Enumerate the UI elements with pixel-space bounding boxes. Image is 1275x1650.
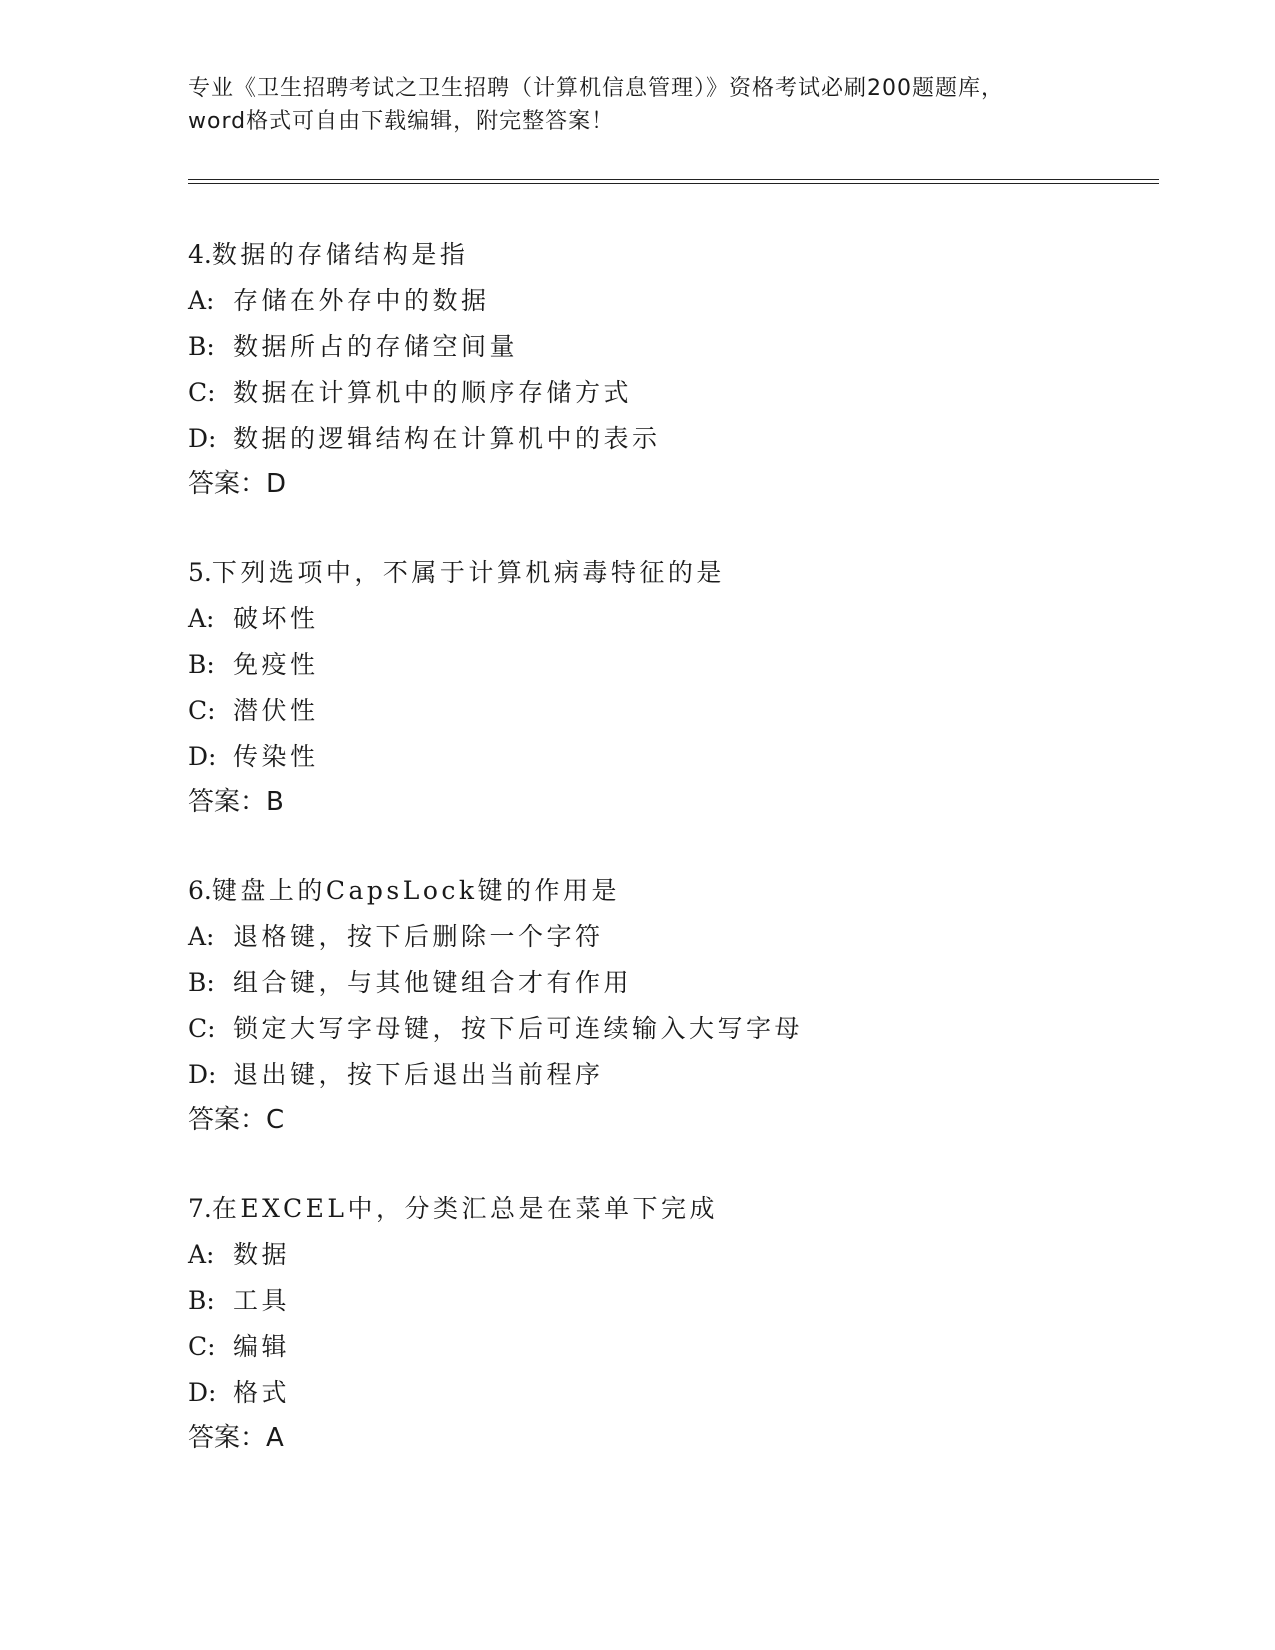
option-text: 编辑 [233, 1332, 291, 1361]
option-c [188, 1006, 1138, 1052]
option-d [188, 416, 1138, 462]
option-b [188, 960, 1138, 1006]
answer-line: 答案：A [188, 1423, 284, 1453]
option-letter: B: [188, 968, 215, 997]
option-text: 锁定大写字母键，按下后可连续输入大写字母 [233, 1014, 804, 1043]
option-text: 退出键，按下后退出当前程序 [233, 1060, 604, 1089]
question-text: 下列选项中，不属于计算机病毒特征的是 [211, 558, 725, 587]
option-letter: D: [188, 1060, 217, 1089]
question-stem [188, 232, 1138, 278]
option-b [188, 642, 1138, 688]
option-text: 破坏性 [233, 604, 319, 633]
question-text: 数据的存储结构是指 [211, 240, 469, 269]
answer-line: 答案：C [188, 1105, 285, 1135]
option-letter: A: [188, 922, 215, 951]
question-number: 4. [188, 240, 212, 269]
option-text: 退格键，按下后删除一个字符 [233, 922, 604, 951]
question-number: 6. [188, 876, 212, 905]
question-number: 5. [188, 558, 212, 587]
answer-line: 答案：B [188, 787, 284, 817]
option-text: 数据在计算机中的顺序存储方式 [233, 378, 633, 407]
option-text: 组合键，与其他键组合才有作用 [233, 968, 633, 997]
option-d [188, 1370, 1138, 1416]
option-a [188, 1232, 1138, 1278]
question-stem [188, 550, 1138, 596]
question-text: 键盘上的CapsLock键的作用是 [211, 876, 621, 905]
header-title-line-1: 专业《卫生招聘考试之卫生招聘（计算机信息管理）》资格考试必刷200题题库， [188, 76, 1004, 101]
header-divider [188, 179, 1159, 184]
question-6 [188, 868, 1138, 1142]
option-d [188, 734, 1138, 780]
option-text: 传染性 [233, 742, 319, 771]
option-text: 免疫性 [233, 650, 319, 679]
option-b [188, 324, 1138, 370]
question-stem [188, 868, 1138, 914]
document-header [188, 72, 1088, 138]
question-4 [188, 232, 1138, 506]
option-c [188, 370, 1138, 416]
question-text: 在EXCEL中，分类汇总是在菜单下完成 [211, 1194, 718, 1223]
header-title-line-2: word格式可自由下载编辑，附完整答案！ [188, 109, 615, 134]
option-text: 存储在外存中的数据 [233, 286, 490, 315]
option-letter: D: [188, 424, 217, 453]
option-text: 工具 [233, 1286, 291, 1315]
option-a [188, 914, 1138, 960]
option-letter: B: [188, 650, 215, 679]
question-number: 7. [188, 1194, 212, 1223]
option-letter: A: [188, 286, 215, 315]
option-a [188, 596, 1138, 642]
option-c [188, 1324, 1138, 1370]
option-letter: C: [188, 1014, 216, 1043]
option-b [188, 1278, 1138, 1324]
option-letter: A: [188, 604, 215, 633]
option-text: 数据所占的存储空间量 [233, 332, 519, 361]
option-letter: D: [188, 742, 217, 771]
answer-line: 答案：D [188, 469, 287, 499]
option-letter: B: [188, 1286, 215, 1315]
question-stem [188, 1186, 1138, 1232]
option-text: 格式 [233, 1378, 291, 1407]
option-text: 潜伏性 [233, 696, 319, 725]
option-letter: B: [188, 332, 215, 361]
question-5 [188, 550, 1138, 824]
option-a [188, 278, 1138, 324]
option-letter: A: [188, 1240, 215, 1269]
option-letter: D: [188, 1378, 217, 1407]
option-text: 数据的逻辑结构在计算机中的表示 [233, 424, 661, 453]
question-7 [188, 1186, 1138, 1460]
option-c [188, 688, 1138, 734]
option-letter: C: [188, 378, 216, 407]
option-letter: C: [188, 1332, 216, 1361]
option-text: 数据 [233, 1240, 291, 1269]
option-letter: C: [188, 696, 216, 725]
option-d [188, 1052, 1138, 1098]
question-list [188, 232, 1138, 1504]
